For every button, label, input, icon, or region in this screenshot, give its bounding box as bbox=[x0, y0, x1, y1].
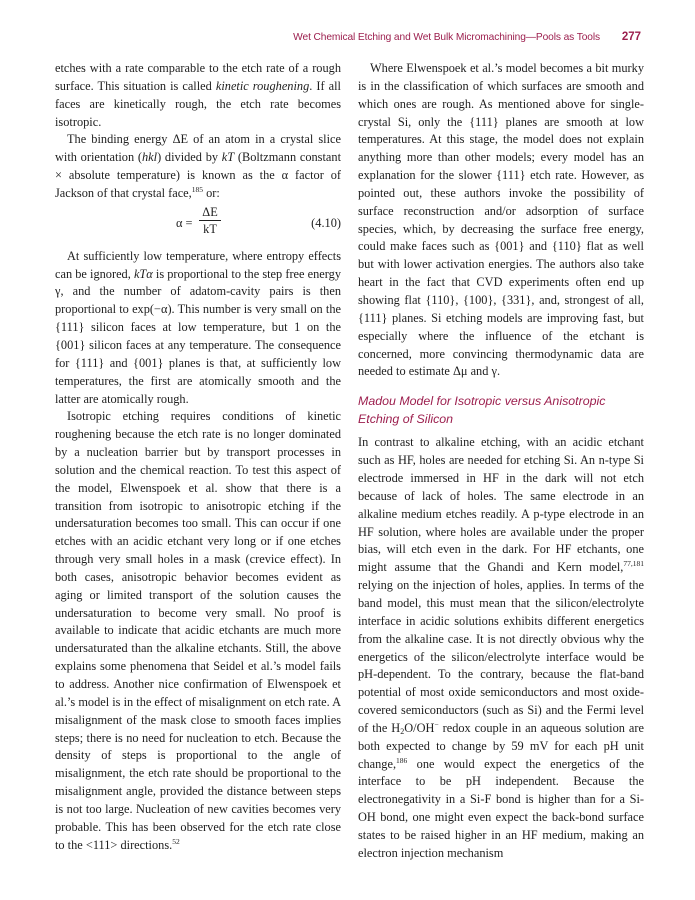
equation-numerator: ΔE bbox=[199, 204, 221, 221]
paragraph: In contrast to alkaline etching, with an acidic etchant such as HF, holes are needed for etching Si. An n-type Si electrode immersed in HF in the dark will not etch because of lack of holes. The same electrode in an alkaline medium etches readily. A p-type electrode in an HF solution, where holes are available under the proper bias, will etch even in the dark. For HF etchants, one might assume that the Ghandi and Kern model,$^{77,181}$ relying on the injection of holes, applies. In terms of the band model, this must mean that the silicon/electrolyte interface in acidic solutions exhibits different energetics from the alkaline case. It is not directly obvious why the energetics of the silicon/electrolyte interface would be pH-dependent. To the contrary, because the flat-band potential of most oxide semiconductors and most oxide-covered semiconductors (such as Si) and the Fermi level of the $H_2O/OH^-$ redox couple in an aqueous solution are both expected to change by 59 mV for each pH unit change,$^{186}$ one would expect the energetics of the interface to be pH independent. Because the electronegativity in a Si-F bond is higher than for a Si-OH bond, one might even expect the back-bond surface states to be raised higher in an HF medium, making an electron injection mechanism bbox=[358, 435, 644, 860]
equation-fraction bbox=[199, 204, 221, 238]
right-column bbox=[358, 60, 644, 863]
running-title: Wet Chemical Etching and Wet Bulk Micromachining—Pools as Tools bbox=[293, 32, 600, 43]
equation-denominator: kT bbox=[203, 221, 217, 236]
citation: 77,181 bbox=[623, 559, 644, 569]
equation-number: (4.10) bbox=[311, 215, 341, 230]
paragraph: The binding energy ΔE of an atom in a crystal slice with orientation (hkl) divided by kT (Boltzmann constant × absolute temperature) is known as the α factor of Jackson of that crystal face,$^{185}$ or: bbox=[55, 132, 342, 200]
paragraph: Where Elwenspoek et al.’s model becomes a bit murky is in the classification of which surfaces are smooth and which ones are rough. As mentioned above for single-crystal Si, only the {111} planes are smooth at low temperatures. At this stage, the model does not explain anything more than other models; every model has an explanation for the slower {111} etch rate. However, as pointed out, these authors invoke the possibility of surface reconstruction and/or adsorption of surface species, which, by decreasing the surface free energy, could make faces such as {001} and {110} flat as well but with lower activation energies. The authors also take heart in the fact that CVD experiments often end up showing flat {110}, {100}, {331}, and, strongest of all, {111} planes. Si etching models are improving fast, but especially where the influence of the etchant is concerned, more convincing thermodynamic data are needed to estimate Δμ and γ. bbox=[358, 61, 644, 379]
citation: 185 bbox=[191, 184, 204, 194]
page-number: 277 bbox=[621, 31, 641, 43]
left-column bbox=[55, 60, 341, 854]
paragraph: At sufficiently low temperature, where entropy effects can be ignored, kTα is proportional to the step free energy γ, and the number of adatom-cavity pairs is then proportional to exp(−α). This number is very small on the {111} silicon faces at low temperature, but 1 on the {001} silicon faces at any temperature. The consequence for {111} and {001} planes is that, at sufficiently low temperatures, the first are atomically smooth and the latter are atomically rough. bbox=[55, 248, 341, 406]
citation: 186 bbox=[396, 755, 408, 765]
equation-4-10 bbox=[55, 205, 341, 243]
equation-lhs: α = bbox=[176, 215, 193, 230]
paragraph: etches with a rate comparable to the etch rate of a rough surface. This situation is called kinetic roughening. If all faces are kinetically rough, the etch rate becomes isotropic. bbox=[55, 61, 341, 129]
citation: 52 bbox=[172, 836, 180, 846]
section-heading: Madou Model for Isotropic versus Anisotropic Etching of Silicon bbox=[358, 394, 606, 426]
running-header bbox=[0, 32, 695, 48]
paragraph: Isotropic etching requires conditions of kinetic roughening because the etch rate is no longer dominated by a nucleation barrier but by transport processes in solution and the chemical reaction. To test this aspect of the model, Elwenspoek et al. show that there is a transition from isotropic to anisotropic etching if the undersaturation becomes too small. This can occur if one etches with an acidic etchant very long or if one etches through very small holes in a mask (crevice effect). In both cases, anisotropic behavior becomes evident as aging or limited transport of the solution causes the undersaturation to become very small. No proof is available to indicate that acidic etchants are much more undersaturated than the alkaline etchants. Still, the above explains some phenomena that Seidel et al.’s model fails to address. Another nice confirmation of Elwenspoek et al.’s model is in the effect of misalignment on etch rate. A misalignment of the mask close to smooth faces implies steps; there is no need for nucleation to etch. Because the density of steps is proportional to the angle of misalignment, the etch rate should be proportional to the misalignment angle, provided the distance between steps is not too large. Nucleation of new cavities becomes very probable. This has been observed for the etch rate close to the <111> directions.$^{52}$ bbox=[55, 409, 342, 852]
